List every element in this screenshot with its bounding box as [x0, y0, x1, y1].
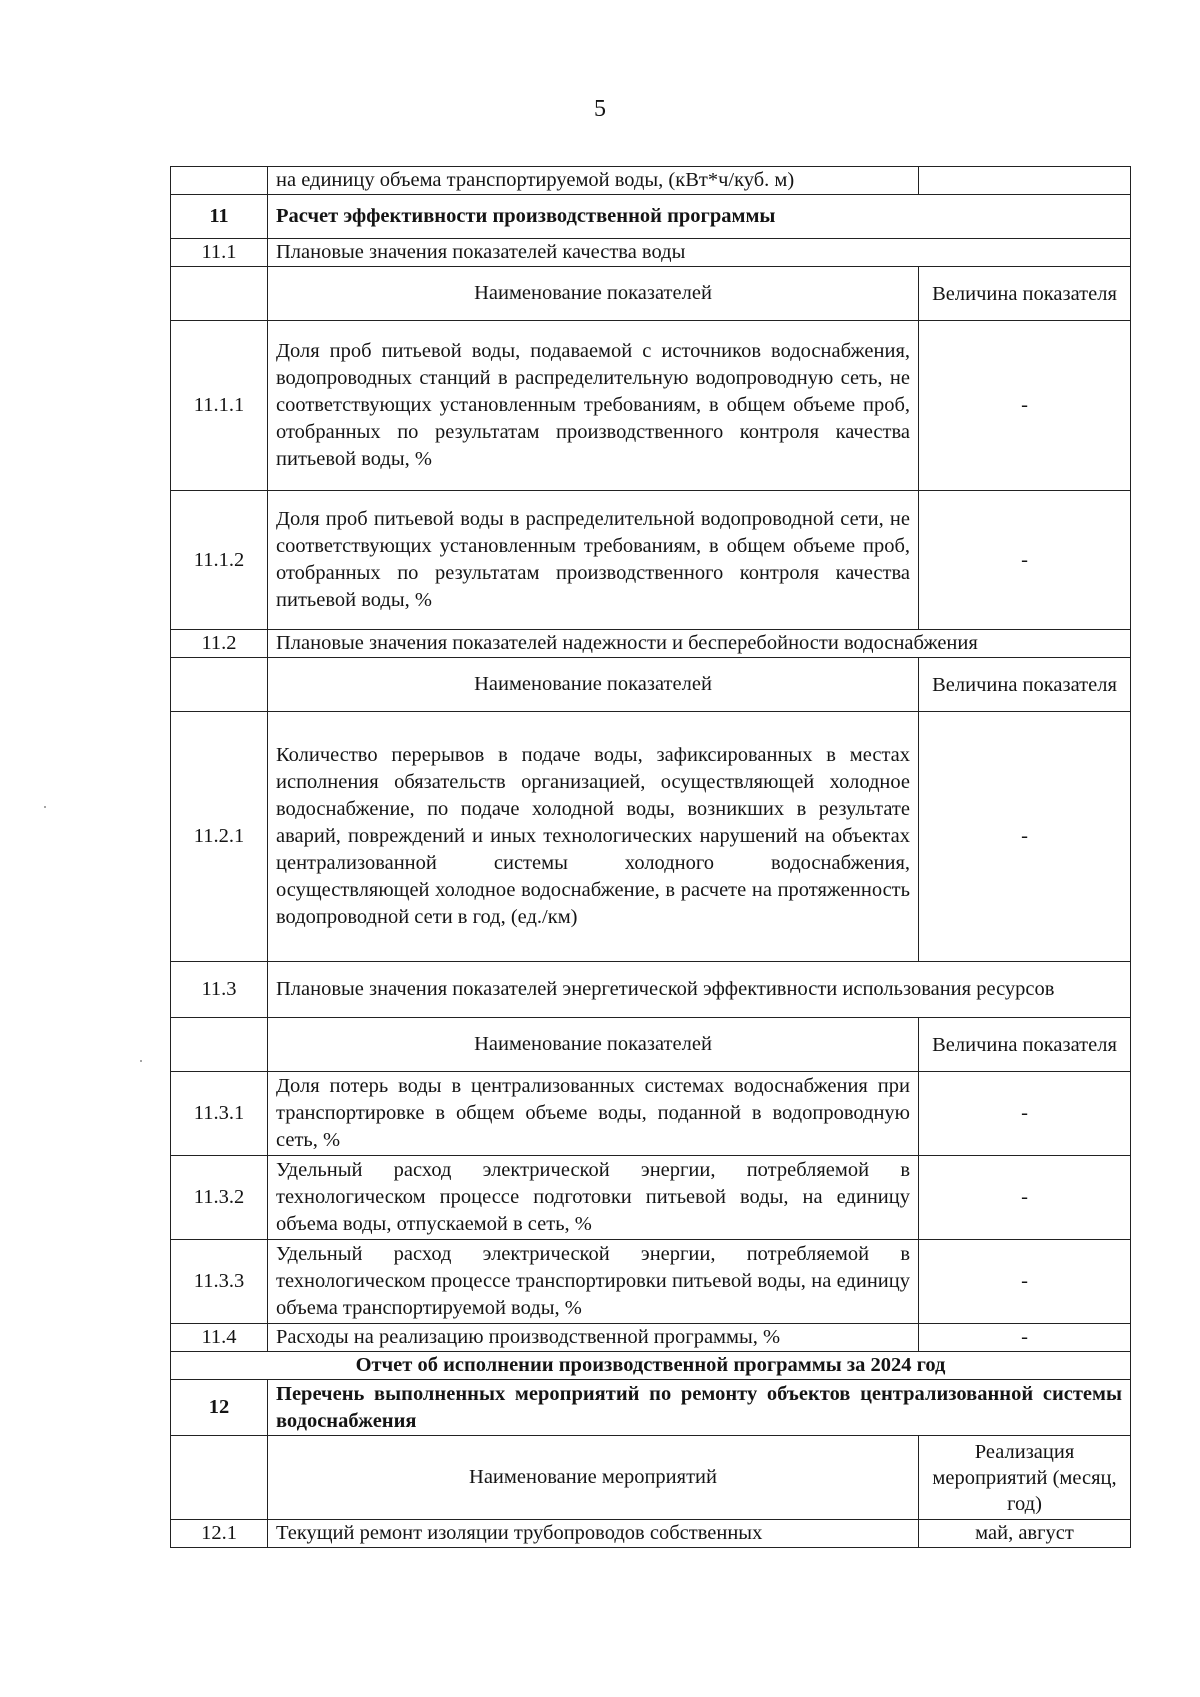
section-number: 12: [171, 1380, 268, 1436]
column-header-value: Величина показателя: [919, 658, 1131, 712]
indicator-value: -: [919, 321, 1131, 491]
subsection-number: 11.2: [171, 630, 268, 658]
row-number: [171, 167, 268, 195]
row-number: 12.1: [171, 1520, 268, 1548]
column-header-name: Наименование показателей: [268, 658, 919, 712]
table-row: [171, 712, 1131, 962]
table-row: [171, 1156, 1131, 1240]
production-program-table: [170, 166, 1131, 1548]
row-number: 11.4: [171, 1324, 268, 1352]
indicator-value: -: [919, 1240, 1131, 1324]
row-number: 11.3.3: [171, 1240, 268, 1324]
row-number: 11.1.1: [171, 321, 268, 491]
indicator-text: Доля проб питьевой воды, подаваемой с источников водоснабжения, водопроводных станций в распределительную водопроводную сеть, не соответствующих установленным требованиям, в общем объеме проб, отобранных по результатам производственного контроля качества питьевой воды, %: [268, 321, 919, 491]
column-header-value: Величина показателя: [919, 1018, 1131, 1072]
empty-cell: [171, 1436, 268, 1520]
empty-cell: [171, 658, 268, 712]
section-number: 11: [171, 195, 268, 239]
column-header-value: Реализация мероприятий (месяц, год): [919, 1436, 1131, 1520]
subsection-number: 11.3: [171, 962, 268, 1018]
header-row: [171, 1436, 1131, 1520]
report-heading: Отчет об исполнении производственной программы за 2024 год: [171, 1352, 1131, 1380]
indicator-value: май, август: [919, 1520, 1131, 1548]
indicator-value: [919, 167, 1131, 195]
report-heading-row: [171, 1352, 1131, 1380]
subsection-row: [171, 962, 1131, 1018]
row-number: 11.3.1: [171, 1072, 268, 1156]
scan-speck: [140, 1060, 142, 1062]
subsection-title: Плановые значения показателей энергетической эффективности использования ресурсов: [268, 962, 1131, 1018]
scan-speck: [44, 806, 46, 808]
indicator-value: -: [919, 1156, 1131, 1240]
indicator-text: Текущий ремонт изоляции трубопроводов собственных: [268, 1520, 919, 1548]
row-number: 11.1.2: [171, 491, 268, 630]
indicator-text: Удельный расход электрической энергии, потребляемой в технологическом процессе подготовки питьевой воды, на единицу объема воды, отпускаемой в сеть, %: [268, 1156, 919, 1240]
row-number: 11.2.1: [171, 712, 268, 962]
section-row: [171, 195, 1131, 239]
empty-cell: [171, 1018, 268, 1072]
subsection-title: Плановые значения показателей качества воды: [268, 239, 1131, 267]
table-row: [171, 1240, 1131, 1324]
indicator-value: -: [919, 712, 1131, 962]
header-row: [171, 658, 1131, 712]
section-title: Перечень выполненных мероприятий по ремонту объектов централизованной системы водоснабжения: [268, 1380, 1131, 1436]
indicator-text: Удельный расход электрической энергии, потребляемой в технологическом процессе транспортировки питьевой воды, на единицу объема транспортируемой воды, %: [268, 1240, 919, 1324]
row-number: 11.3.2: [171, 1156, 268, 1240]
table-row: [171, 167, 1131, 195]
page-number: 5: [594, 96, 606, 122]
subsection-row: [171, 239, 1131, 267]
indicator-value: -: [919, 1324, 1131, 1352]
table-row: [171, 1520, 1131, 1548]
indicator-text: Доля проб питьевой воды в распределительной водопроводной сети, не соответствующих установленным требованиям, в общем объеме проб, отобранных по результатам производственного контроля качества питьевой воды, %: [268, 491, 919, 630]
table-row: [171, 321, 1131, 491]
table-row: [171, 491, 1131, 630]
table-row: [171, 1324, 1131, 1352]
empty-cell: [171, 267, 268, 321]
section-title: Расчет эффективности производственной программы: [268, 195, 1131, 239]
subsection-title: Плановые значения показателей надежности и бесперебойности водоснабжения: [268, 630, 1131, 658]
column-header-name: Наименование показателей: [268, 267, 919, 321]
subsection-row: [171, 630, 1131, 658]
indicator-text: Количество перерывов в подаче воды, зафиксированных в местах исполнения обязательств организацией, осуществляющей холодное водоснабжение, по подаче холодной воды, возникших в результате аварий, повреждений и иных технологических нарушений на объектах централизованной системы холодного водоснабжения, осуществляющей холодное водоснабжение, в расчете на протяженность водопроводной сети в год, (ед./км): [268, 712, 919, 962]
column-header-name: Наименование мероприятий: [268, 1436, 919, 1520]
indicator-text: Доля потерь воды в централизованных системах водоснабжения при транспортировке в общем объеме воды, поданной в водопроводную сеть, %: [268, 1072, 919, 1156]
header-row: [171, 267, 1131, 321]
section-row: [171, 1380, 1131, 1436]
table-row: [171, 1072, 1131, 1156]
indicator-value: -: [919, 1072, 1131, 1156]
column-header-name: Наименование показателей: [268, 1018, 919, 1072]
indicator-text: Расходы на реализацию производственной программы, %: [268, 1324, 919, 1352]
subsection-number: 11.1: [171, 239, 268, 267]
header-row: [171, 1018, 1131, 1072]
indicator-value: -: [919, 491, 1131, 630]
column-header-value: Величина показателя: [919, 267, 1131, 321]
indicator-text: на единицу объема транспортируемой воды, (кВт*ч/куб. м): [268, 167, 919, 195]
